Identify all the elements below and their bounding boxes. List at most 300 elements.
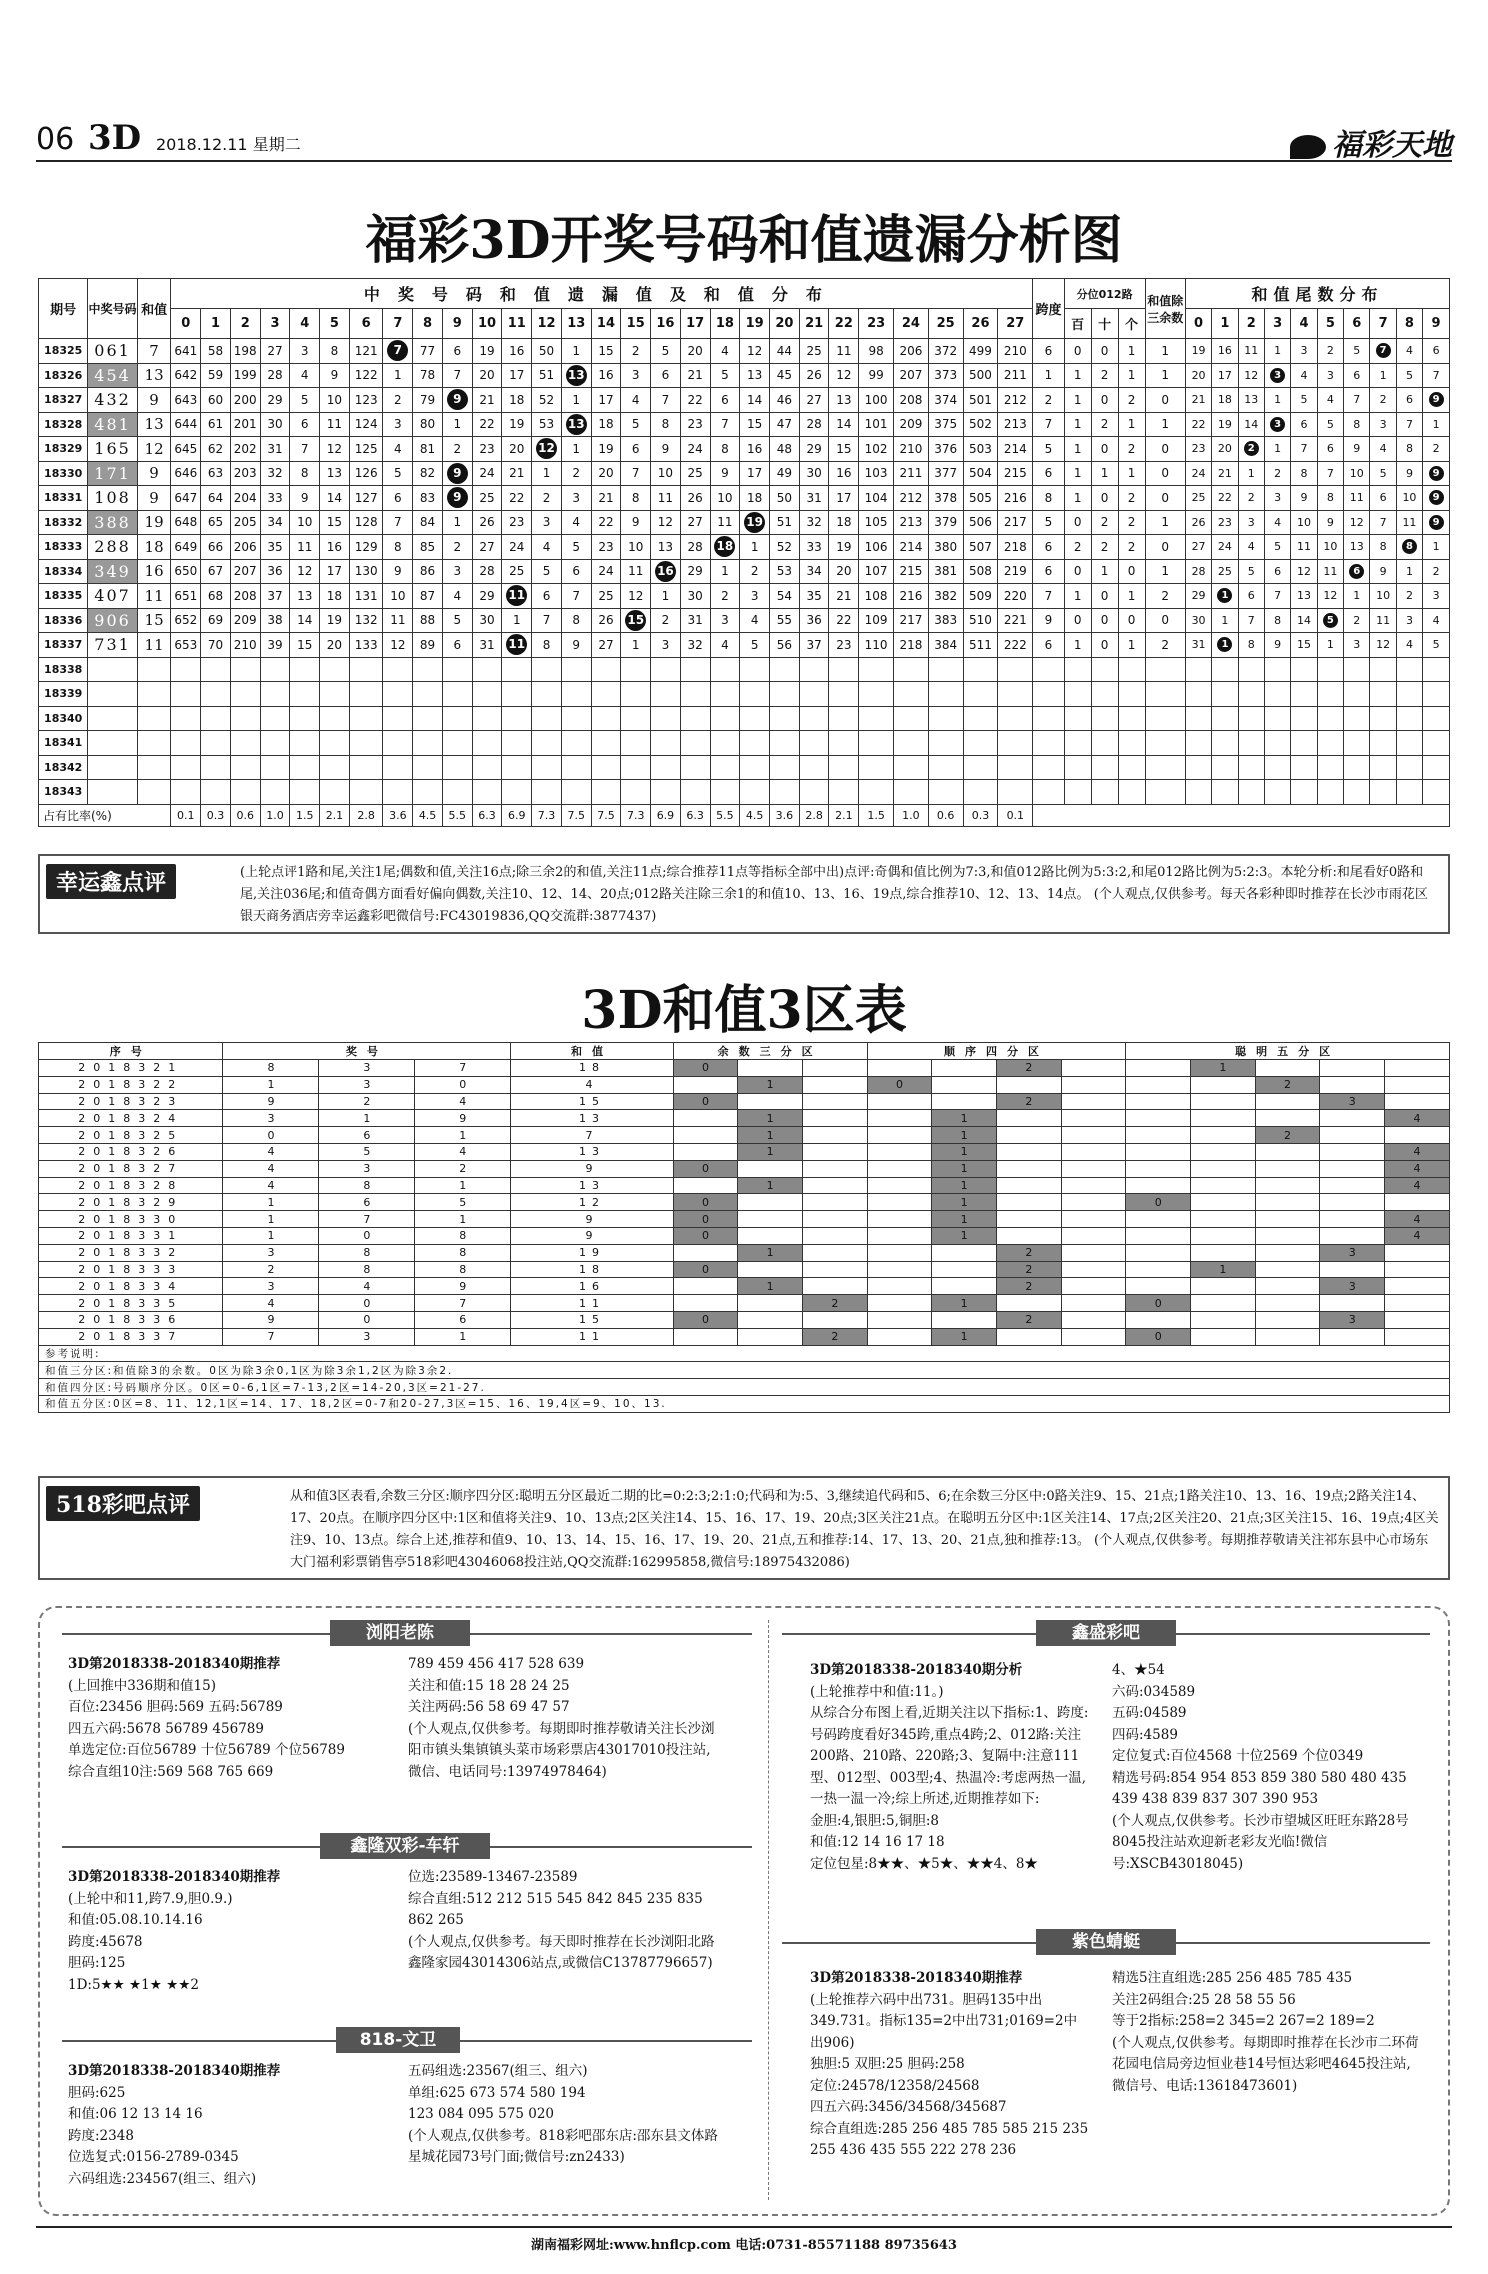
- omission-cell: 80: [413, 412, 443, 437]
- tail-cell: 1: [1264, 437, 1290, 462]
- brand-icon: [1290, 135, 1326, 159]
- rec-line: (上回推中336期和值15): [68, 1677, 216, 1694]
- omission-cell: 9: [651, 437, 681, 462]
- digit-cell: 9: [415, 1110, 511, 1127]
- omission-cell: 5: [740, 633, 770, 658]
- empty-cell: [561, 755, 591, 780]
- omission-cell: 373: [928, 363, 963, 388]
- empty-cell: [963, 682, 998, 707]
- empty-cell: [1145, 755, 1185, 780]
- empty-cell: [1064, 706, 1091, 731]
- rec-line: (个人观点,仅供参考。长沙市望城区旺旺东路28号8045投注站欢迎新老彩友光临!微信号:XSCB43018045): [1112, 1812, 1409, 1872]
- rec-line: 定位包星:8★★、★5★、★★4、8★: [810, 1855, 1038, 1872]
- col-header-sumval: 26: [963, 309, 998, 339]
- empty-cell: [740, 682, 770, 707]
- empty-cell: [1344, 706, 1370, 731]
- omission-cell: 106: [859, 535, 894, 560]
- omission-cell: 4: [383, 437, 413, 462]
- zone-cell: 1: [738, 1127, 803, 1144]
- rec-line: 定位:24578/12358/24568: [810, 2077, 980, 2094]
- omission-cell: 643: [171, 388, 201, 413]
- omission-cell: 39: [260, 633, 290, 658]
- zone-cell: [1320, 1143, 1385, 1160]
- mod3-cell: 0: [1145, 437, 1185, 462]
- zone-cell: [997, 1177, 1062, 1194]
- digit-cell: 9: [223, 1311, 319, 1328]
- tail-cell: 14: [1238, 412, 1264, 437]
- omission-cell: 1: [651, 584, 681, 609]
- omission-cell: 202: [230, 437, 260, 462]
- empty-cell: [998, 731, 1033, 756]
- seq-cell: 2018321: [39, 1060, 223, 1077]
- omission-cell: 105: [859, 510, 894, 535]
- empty-cell: [1264, 780, 1290, 805]
- tail-cell: 4: [1291, 363, 1317, 388]
- omission-cell: 107: [859, 559, 894, 584]
- route-cell: 0: [1091, 486, 1118, 511]
- empty-cell: [88, 706, 137, 731]
- column-divider: [768, 1620, 769, 2200]
- section-name: 3D: [88, 118, 142, 158]
- tail-cell: [1423, 486, 1450, 511]
- omission-cell: 88: [413, 608, 443, 633]
- period-cell: 18326: [39, 363, 88, 388]
- col-header-sumval: 11: [502, 309, 532, 339]
- sum-cell: 11: [511, 1295, 673, 1312]
- draw-number-cell: 388: [88, 510, 137, 535]
- col-header-number: 中奖号码: [88, 279, 137, 339]
- route-cell: 1: [1091, 559, 1118, 584]
- omission-cell: 15: [829, 437, 859, 462]
- ratio-cell: 6.9: [502, 804, 532, 826]
- omission-cell: 1: [621, 633, 651, 658]
- sum-cell: 9: [137, 388, 171, 413]
- omission-cell: 18: [829, 510, 859, 535]
- hit-marker: 13: [566, 414, 587, 435]
- draw-number-cell: 481: [88, 412, 137, 437]
- empty-cell: [320, 706, 350, 731]
- zone-cell: [867, 1261, 932, 1278]
- empty-cell: [260, 657, 290, 682]
- tail-cell: 2: [1344, 608, 1370, 633]
- omission-cell: 29: [260, 388, 290, 413]
- footer: 湖南福彩网址:www.hnflcp.com 电话:0731-85571188 89735643: [36, 2226, 1452, 2253]
- empty-cell: [770, 657, 800, 682]
- tail-cell: 1: [1264, 339, 1290, 364]
- hit-marker: 11: [506, 585, 527, 606]
- empty-cell: [201, 755, 231, 780]
- rec-line: 胆码:625: [68, 2084, 126, 2101]
- tail-cell: 3: [1238, 510, 1264, 535]
- omission-cell: 15: [740, 412, 770, 437]
- empty-cell: [894, 706, 929, 731]
- omission-cell: 20: [502, 437, 532, 462]
- omission-cell: 214: [998, 437, 1033, 462]
- empty-cell: [171, 780, 201, 805]
- omission-cell: 14: [740, 388, 770, 413]
- zone-cell: [1061, 1177, 1126, 1194]
- empty-cell: [472, 682, 502, 707]
- omission-cell: 34: [799, 559, 829, 584]
- omission-cell: 4: [621, 388, 651, 413]
- omission-cell: 31: [472, 633, 502, 658]
- zone-cell: 2: [802, 1295, 867, 1312]
- empty-cell: [859, 755, 894, 780]
- empty-cell: [442, 706, 472, 731]
- tail-cell: [1423, 510, 1450, 535]
- col-header-zone5: 聪明五分区: [1126, 1043, 1450, 1060]
- empty-cell: [290, 657, 320, 682]
- empty-cell: [201, 657, 231, 682]
- hit-marker: 11: [506, 634, 527, 655]
- digit-cell: 0: [319, 1295, 415, 1312]
- empty-cell: [829, 731, 859, 756]
- omission-cell: 63: [201, 461, 231, 486]
- empty-cell: [1344, 755, 1370, 780]
- omission-cell: 5: [710, 363, 740, 388]
- digit-cell: 0: [319, 1311, 415, 1328]
- tail-cell: 13: [1291, 584, 1317, 609]
- omission-cell: 58: [201, 339, 231, 364]
- tail-cell: 10: [1396, 486, 1422, 511]
- omission-cell: 220: [998, 584, 1033, 609]
- ratio-cell: 5.5: [710, 804, 740, 826]
- omission-cell: 4: [740, 608, 770, 633]
- omission-cell: 504: [963, 461, 998, 486]
- omission-cell: 209: [894, 412, 929, 437]
- zone-cell: [997, 1127, 1062, 1144]
- empty-cell: [1212, 755, 1238, 780]
- zone-cell: [867, 1295, 932, 1312]
- hit-marker: 12: [536, 438, 557, 459]
- period-cell: 18325: [39, 339, 88, 364]
- table-row: [39, 1110, 1450, 1127]
- omission-cell: 36: [799, 608, 829, 633]
- tail-hit-marker: 1: [1217, 637, 1232, 652]
- digit-cell: 3: [223, 1278, 319, 1295]
- tail-cell: [1423, 388, 1450, 413]
- rec-line: (上轮推荐六码中出731。胆码135中出349.731。指标135=2中出731;0169=2中出906): [810, 1991, 1078, 2051]
- zone-cell: [1320, 1261, 1385, 1278]
- tail-cell: [1317, 608, 1343, 633]
- ratio-cell: 0.3: [963, 804, 998, 826]
- empty-cell: [1212, 657, 1238, 682]
- empty-cell: [442, 780, 472, 805]
- omission-cell: 33: [260, 486, 290, 511]
- table-row: [39, 1143, 1450, 1160]
- digit-cell: 3: [223, 1110, 319, 1127]
- tail-cell: 1: [1238, 461, 1264, 486]
- omission-cell: 36: [260, 559, 290, 584]
- empty-cell: [532, 706, 562, 731]
- omission-cell: 50: [770, 486, 800, 511]
- col-header-tailval: 2: [1238, 309, 1264, 339]
- empty-cell: [413, 657, 443, 682]
- omission-cell: 6: [561, 559, 591, 584]
- zone-cell: 1: [738, 1278, 803, 1295]
- span-cell: 6: [1033, 633, 1064, 658]
- empty-cell: [928, 682, 963, 707]
- rec-line: 单组:625 673 574 580 194: [408, 2084, 586, 2101]
- note-row: [39, 1345, 1450, 1362]
- omission-cell: 3: [532, 510, 562, 535]
- tail-cell: 10: [1317, 535, 1343, 560]
- empty-cell: [260, 682, 290, 707]
- rec-line: 综合直组:512 212 515 545 842 845 235 835 862 265: [408, 1890, 703, 1928]
- tail-cell: 8: [1344, 412, 1370, 437]
- mod3-cell: 1: [1145, 363, 1185, 388]
- draw-number-cell: 288: [88, 535, 137, 560]
- omission-cell: 3: [621, 363, 651, 388]
- empty-cell: [1064, 780, 1091, 805]
- omission-cell: 35: [799, 584, 829, 609]
- omission-cell: 51: [770, 510, 800, 535]
- draw-number-cell: 454: [88, 363, 137, 388]
- hit-marker: 13: [566, 365, 587, 386]
- empty-cell: [859, 731, 894, 756]
- omission-cell: 23: [472, 437, 502, 462]
- span-cell: 6: [1033, 559, 1064, 584]
- zone-cell: [802, 1194, 867, 1211]
- xinlong-right: [408, 1867, 718, 1975]
- col-header-sumval: 12: [532, 309, 562, 339]
- omission-cell: 17: [591, 388, 621, 413]
- period-cell: 18341: [39, 731, 88, 756]
- tail-cell: 7: [1344, 388, 1370, 413]
- omission-cell: 13: [740, 363, 770, 388]
- omission-cell: 2: [710, 584, 740, 609]
- empty-cell: [290, 706, 320, 731]
- empty-cell: [137, 706, 171, 731]
- hit-marker: 15: [625, 610, 646, 631]
- zone-cell: [1255, 1160, 1320, 1177]
- omission-cell: 5: [532, 559, 562, 584]
- zone-cell: [867, 1194, 932, 1211]
- digit-cell: 6: [319, 1127, 415, 1144]
- tail-cell: 6: [1396, 388, 1422, 413]
- empty-cell: [532, 731, 562, 756]
- table-row: [39, 1244, 1450, 1261]
- omission-cell: 507: [963, 535, 998, 560]
- period-cell: 18340: [39, 706, 88, 731]
- omission-table: [38, 278, 1450, 827]
- omission-cell: 32: [680, 633, 710, 658]
- omission-cell: 128: [349, 510, 383, 535]
- omission-cell: 648: [171, 510, 201, 535]
- digit-cell: 6: [415, 1311, 511, 1328]
- empty-cell: [651, 731, 681, 756]
- tail-cell: 2: [1264, 461, 1290, 486]
- draw-number-cell: 731: [88, 633, 137, 658]
- route-cell: 1: [1118, 461, 1145, 486]
- col-header-tailval: 9: [1423, 309, 1450, 339]
- mod3-cell: 0: [1145, 388, 1185, 413]
- zone-cell: [1191, 1076, 1256, 1093]
- digit-cell: 2: [223, 1261, 319, 1278]
- sum-cell: 13: [511, 1177, 673, 1194]
- col-header-sumval: 1: [201, 309, 231, 339]
- col-header-sumval: 8: [413, 309, 443, 339]
- mod3-cell: 1: [1145, 510, 1185, 535]
- col-header-sumval: 9: [442, 309, 472, 339]
- empty-cell: [829, 706, 859, 731]
- tail-cell: 1: [1344, 584, 1370, 609]
- empty-cell: [799, 657, 829, 682]
- tail-cell: 1: [1423, 412, 1450, 437]
- zone-cell: [802, 1177, 867, 1194]
- zone-cell: [738, 1261, 803, 1278]
- digit-cell: 1: [319, 1110, 415, 1127]
- empty-cell: [472, 755, 502, 780]
- zone-cell: [673, 1328, 738, 1345]
- zone-cell: 1: [738, 1244, 803, 1261]
- digit-cell: 8: [415, 1227, 511, 1244]
- zone-cell: 1: [932, 1177, 997, 1194]
- omission-cell: 211: [894, 461, 929, 486]
- comment-text: (上轮点评1路和尾,关注1尾;偶数和值,关注16点;除三余2的和值,关注11点;综合推荐11点等指标全部中出)点评:奇偶和值比例为7:3,和值012路比例为5:3:2,和尾012路比例为5:2:3。本轮分析:和尾看好0路和尾,关注036尾;和值奇偶方面看好偏向偶数,关注10、12、14、20点;012路关注除三余1的和值10、13、16、19点,综合推荐10、12、13、14点。 (个人观点,仅供参考。每天各彩种即时推荐在长沙市雨花区银天商务酒店旁幸运鑫彩吧微信号:FC43019836,QQ交流群:3877437): [240, 865, 1428, 924]
- tail-cell: 2: [1423, 559, 1450, 584]
- omission-cell: 8: [621, 486, 651, 511]
- omission-cell: 208: [894, 388, 929, 413]
- tail-cell: 6: [1423, 339, 1450, 364]
- empty-cell: [413, 682, 443, 707]
- ratio-cell: 0.1: [171, 804, 201, 826]
- comment-text: 从和值3区表看,余数三分区:顺序四分区:聪明五分区最近二期的比=0:2:3;2:1:0;代码和为:5、3,继续追代码和5、6;在余数三分区中:0路关注9、15、21点;1路关注10、13、16、19点;2路关注14、17、20点。在顺序四分区中:1区和值将关注9、10、13点;2区关注14、15、16、17、19、20点;3区关注21点。在聪明五分区中:1区关注14、17点;2区关注20、21点;3区关注15、16、19点;4区关注9、10、13点。综合上述,推荐和值9、10、13、14、15、16、17、19、20、21点,五和推荐:14、17、13、20、21点,独和推荐:13。 (个人观点,仅供参考。每期推荐敬请关注祁东县中心市场东大门福利彩票销售亭518彩吧43046068投注站,QQ交流群:162995858,微信号:18975432086): [290, 1489, 1439, 1570]
- seq-cell: 2018328: [39, 1177, 223, 1194]
- tail-hit-marker: 3: [1270, 368, 1285, 383]
- omission-cell: 24: [591, 559, 621, 584]
- tail-cell: 4: [1264, 510, 1290, 535]
- draw-number-cell: 108: [88, 486, 137, 511]
- omission-cell: 9: [290, 486, 320, 511]
- zone-cell: [1191, 1093, 1256, 1110]
- route-cell: 2: [1064, 535, 1091, 560]
- omission-cell: 653: [171, 633, 201, 658]
- empty-cell: [290, 780, 320, 805]
- table-row: [39, 412, 1450, 437]
- empty-cell: [998, 682, 1033, 707]
- omission-cell: 32: [260, 461, 290, 486]
- tail-cell: 30: [1185, 608, 1211, 633]
- omission-cell: 48: [770, 437, 800, 462]
- zone-cell: [1061, 1328, 1126, 1345]
- seq-cell: 2018330: [39, 1211, 223, 1228]
- zone-cell: [867, 1093, 932, 1110]
- omission-cell: 127: [349, 486, 383, 511]
- empty-cell: [442, 755, 472, 780]
- empty-cell: [349, 657, 383, 682]
- zone-cell: 1: [932, 1194, 997, 1211]
- rec-line: 精选号码:854 954 853 859 380 580 480 435 439 438 839 837 307 390 953: [1112, 1769, 1407, 1807]
- zone-cell: 1: [932, 1160, 997, 1177]
- zone-cell: [867, 1177, 932, 1194]
- omission-cell: 501: [963, 388, 998, 413]
- omission-cell: 27: [799, 388, 829, 413]
- empty-cell: [171, 755, 201, 780]
- omission-cell: 47: [770, 412, 800, 437]
- zone-cell: [1126, 1311, 1191, 1328]
- seq-cell: 2018332: [39, 1244, 223, 1261]
- empty-cell: [829, 682, 859, 707]
- tail-cell: 3: [1344, 633, 1370, 658]
- omission-cell: 124: [349, 412, 383, 437]
- zone-cell: 0: [673, 1060, 738, 1077]
- tail-cell: 12: [1238, 363, 1264, 388]
- tail-cell: 1: [1317, 633, 1343, 658]
- omission-cell: 218: [894, 633, 929, 658]
- draw-number-cell: 906: [88, 608, 137, 633]
- omission-cell: 54: [770, 584, 800, 609]
- digit-cell: 3: [223, 1244, 319, 1261]
- omission-cell: 60: [201, 388, 231, 413]
- omission-cell: 1: [561, 339, 591, 364]
- omission-cell: 68: [201, 584, 231, 609]
- span-cell: 5: [1033, 510, 1064, 535]
- omission-cell: 201: [230, 412, 260, 437]
- omission-cell: 511: [963, 633, 998, 658]
- omission-cell: 499: [963, 339, 998, 364]
- zone-cell: 0: [673, 1261, 738, 1278]
- empty-cell: [1033, 755, 1064, 780]
- tail-cell: 1: [1423, 535, 1450, 560]
- brand-logo: [1290, 120, 1452, 164]
- zone-cell: [1191, 1143, 1256, 1160]
- omission-cell: 641: [171, 339, 201, 364]
- omission-cell: 67: [201, 559, 231, 584]
- empty-cell: [1145, 780, 1185, 805]
- sum-cell: 11: [137, 584, 171, 609]
- digit-cell: 4: [223, 1143, 319, 1160]
- empty-cell: [1238, 780, 1264, 805]
- zone-cell: 1: [932, 1110, 997, 1127]
- omission-cell: [442, 461, 472, 486]
- omission-cell: 28: [260, 363, 290, 388]
- ratio-cell: 0.6: [928, 804, 963, 826]
- col-header-digit: 百: [1064, 309, 1091, 339]
- ratio-cell: 3.6: [383, 804, 413, 826]
- empty-cell: [1423, 731, 1450, 756]
- zone-cell: [802, 1244, 867, 1261]
- tail-cell: 12: [1370, 633, 1396, 658]
- table-row: [39, 1311, 1450, 1328]
- col-header-sumval: 6: [349, 309, 383, 339]
- zone-cell: 1: [1191, 1261, 1256, 1278]
- tail-hit-marker: 5: [1323, 613, 1338, 628]
- empty-cell: [963, 755, 998, 780]
- empty-cell: [1291, 780, 1317, 805]
- zone-cell: [738, 1211, 803, 1228]
- omission-cell: 55: [770, 608, 800, 633]
- omission-cell: 379: [928, 510, 963, 535]
- zone-cell: [997, 1328, 1062, 1345]
- empty-cell: [137, 682, 171, 707]
- empty-cell: [561, 682, 591, 707]
- col-header-sumval: 16: [651, 309, 681, 339]
- zone-cell: [1255, 1278, 1320, 1295]
- empty-cell: [88, 657, 137, 682]
- sum-cell: 9: [511, 1227, 673, 1244]
- route-cell: 0: [1091, 339, 1118, 364]
- zone-cell: [1191, 1110, 1256, 1127]
- zone-cell: [802, 1160, 867, 1177]
- empty-cell: [591, 780, 621, 805]
- route-cell: 1: [1118, 339, 1145, 364]
- col-header-sumval: 2: [230, 309, 260, 339]
- omission-cell: 199: [230, 363, 260, 388]
- zone-cell: 3: [1320, 1093, 1385, 1110]
- omission-cell: 37: [799, 633, 829, 658]
- omission-cell: 651: [171, 584, 201, 609]
